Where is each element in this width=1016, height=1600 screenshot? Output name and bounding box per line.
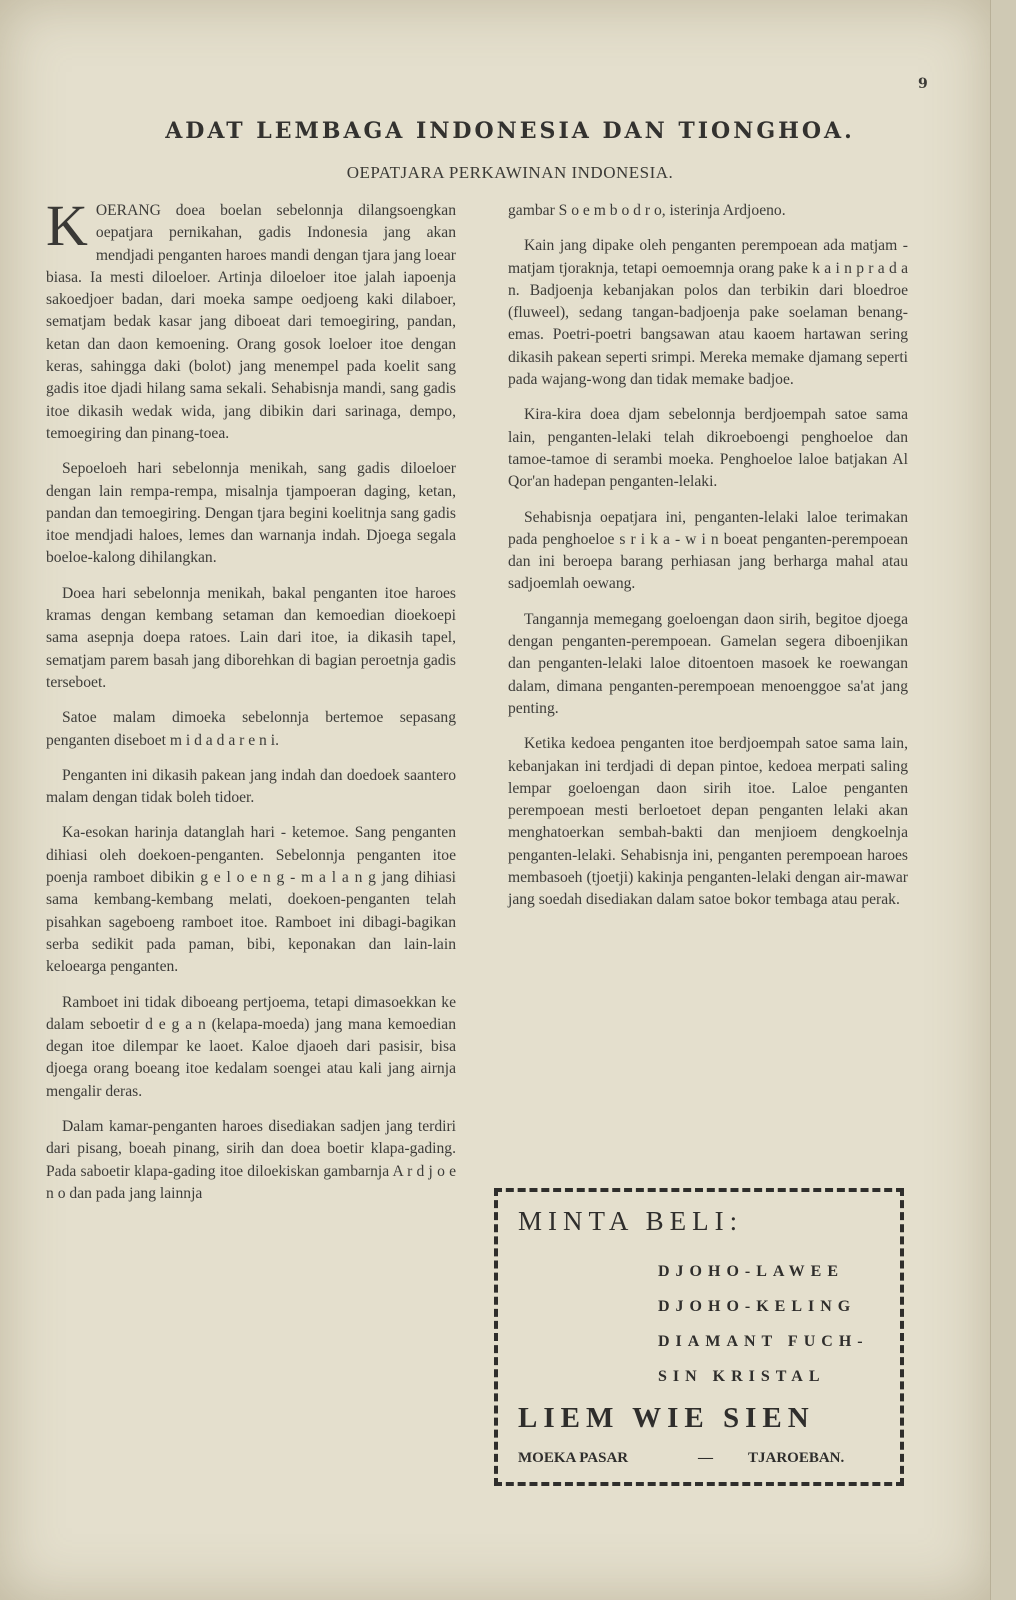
advertisement-box: [494, 1188, 904, 1486]
ad-product-item: SIN KRISTAL: [658, 1368, 826, 1385]
paragraph: Ka-esokan harinja datanglah hari - ketemoe. Sang penganten dihiasi oleh doekoen-penganten. Sebelonnja penganten itoe poenja ramboet dibikin g e l o e n g - m a l a n g jang dihiasi sama kembang-kembang melati, doekoen-penganten telah pisahkan sageboeng ramboet itoe. Ramboet ini dibagi-bagikan serba sedikit pada paman, bibi, keponakan dan lain-lain keloearga penganten.: [46, 824, 456, 976]
ad-address-right: TJAROEBAN.: [748, 1450, 845, 1466]
paragraph: gambar S o e m b o d r o, isterinja Ardjoeno.: [508, 202, 786, 219]
ad-shop-name: LIEM WIE SIEN: [518, 1402, 815, 1434]
paragraph: Sepoeloeh hari sebelonnja menikah, sang gadis diloeloer dengan lain rempa-rempa, misalnja tjampoeran daging, ketan, pandan dan temoegiring. Dengan tjara begini koelitnja sang gadis itoe mendjadi haloes, lemes dan warnanja indah. Djoega segala boeloe-kalong dihilangkan.: [46, 460, 456, 567]
paragraph: Kira-kira doea djam sebelonnja berdjoempah satoe sama lain, penganten-lelaki telah dikroeboengi penghoeloe dan tamoe-tamoe di serambi moeka. Penghoeloe laloe batjakan Al Qor'an hadepan penganten-lelaki.: [508, 406, 908, 491]
left-column: [46, 193, 456, 1218]
article-subtitle: OEPATJARA PERKAWINAN INDONESIA.: [346, 163, 674, 182]
paragraph: Doea hari sebelonnja menikah, bakal penganten itoe haroes kramas dengan kembang setaman dan kemoedian dioekoepi sama asepnja doepa ratoes. Lain dari itoe, ia dikasih tapel, sematjam parem basah jang diborehkan di bagian peroetnja gadis terseboet.: [46, 584, 456, 691]
paragraph: Sehabisnja oepatjara ini, penganten-lelaki laloe terimakan pada penghoeloe s r i k a - w i n boeat penganten-perempoean dan ini beroepa barang perhiasan jang berharga mahal atau sadjoemlah oewang.: [508, 508, 908, 593]
paragraph: Penganten ini dikasih pakean jang indah dan doedoek saantero malam dengan tidak boleh tidoer.: [46, 766, 456, 807]
ad-product-item: DJOHO-LAWEE: [658, 1263, 845, 1280]
ad-product-list: [658, 1254, 888, 1394]
ad-product-item: DIAMANT FUCH-: [658, 1333, 869, 1350]
paragraph: Satoe malam dimoeka sebelonnja bertemoe sepasang penganten diseboet m i d a d a r e n i.: [46, 709, 456, 749]
ad-address-left: MOEKA PASAR: [518, 1450, 629, 1466]
paragraph: Ketika kedoea penganten itoe berdjoempah satoe sama lain, kebanjakan ini terdjadi di depan pintoe, kedoea merpati saling lempar goeloengan daon sirih itoe. Laloe penganten perempoean mesti berloetoet depan penganten lelaki akan menghatoerkan sembah-bakti dan menjioem dengkoelnja penganten-lelaki. Sehabisnja ini, penganten perempoean haroes membasoeh (tjoetji) kakinja penganten-lelaki dengan air-mawar jang soedah disediakan dalam satoe bokor tembaga atau perak.: [508, 735, 908, 909]
ad-heading: MINTA BELI:: [518, 1206, 744, 1236]
dropcap-letter: K: [46, 193, 88, 258]
ad-address-dash: —: [698, 1450, 713, 1466]
page-number: 9: [918, 76, 928, 92]
paragraph: Ramboet ini tidak diboeang pertjoema, tetapi dimasoekkan ke dalam seboetir d e g a n (kelapa-moeda) jang mana kemoedian degan itoe dilempar ke laoet. Kaloe djaoeh dari pasisir, bisa djoega orang boeang itoe kedalam soengei atau kali jang airnja mengalir deras.: [46, 993, 456, 1100]
paragraph: [46, 193, 456, 445]
paragraph: Kain jang dipake oleh penganten perempoean ada matjam - matjam tjoraknja, tetapi oemoemnja orang pake k a i n p r a d a n. Badjoenja kebanjakan polos dan terbikin dari bloedroe (fluweel), sedang tangan-badjoenja pake soelaman benang-emas. Poetri-poetri bangsawan atau kaoem hartawan sering dikasih pakean seperti srimpi. Mereka memake djamang seperti pada wajang-wong dan tidak memake badjoe.: [508, 237, 908, 389]
paragraph: Dalam kamar-penganten haroes disediakan sadjen jang terdiri dari pisang, boeah pinang, sirih dan doea boetir klapa-gading. Pada saboetir klapa-gading itoe diloekiskan gambarnja A r d j o e n o dan pada jang lainnja: [46, 1117, 456, 1202]
paragraph: Tangannja memegang goeloengan daon sirih, begitoe djoega dengan penganten-perempoean. Gamelan segera diboenjikan dan penganten-lelaki laloe ditoentoen masoek ke roewangan dalam, dimana penganten-perempoean menoenggoe sa'at jang penting.: [508, 610, 908, 717]
article-title: ADAT LEMBAGA INDONESIA DAN TIONGHOA.: [165, 118, 855, 144]
ad-product-item: DJOHO-KELING: [658, 1298, 857, 1315]
paragraph-text: OERANG doea boelan sebelonnja dilangsoengkan oepatjara pernikahan, gadis Indonesia jang akan mendjadi penganten haroes mandi dengan tjara jang loear biasa. Ia mesti diloeloer. Artinja diloeloer itoe jalah iapoenja sakoedjoer badan, dari moeka sampe oedjoeng kaki dilaboer, sematjam bedak kasar jang diboeat dari temoegiring, pandan, ketan dan daon kemoening. Orang gosok loeloer itoe dengan keras, sahingga daki (bolot) jang menempel pada koelit sang gadis itoe djadi hilang sama sekali. Sehabisnja mandi, sang gadis itoe dikasih wedak wida, jang dibikin dari sarinaga, dempo, temoegiring dan pinang-toea.: [46, 202, 456, 442]
right-column: [508, 200, 908, 925]
